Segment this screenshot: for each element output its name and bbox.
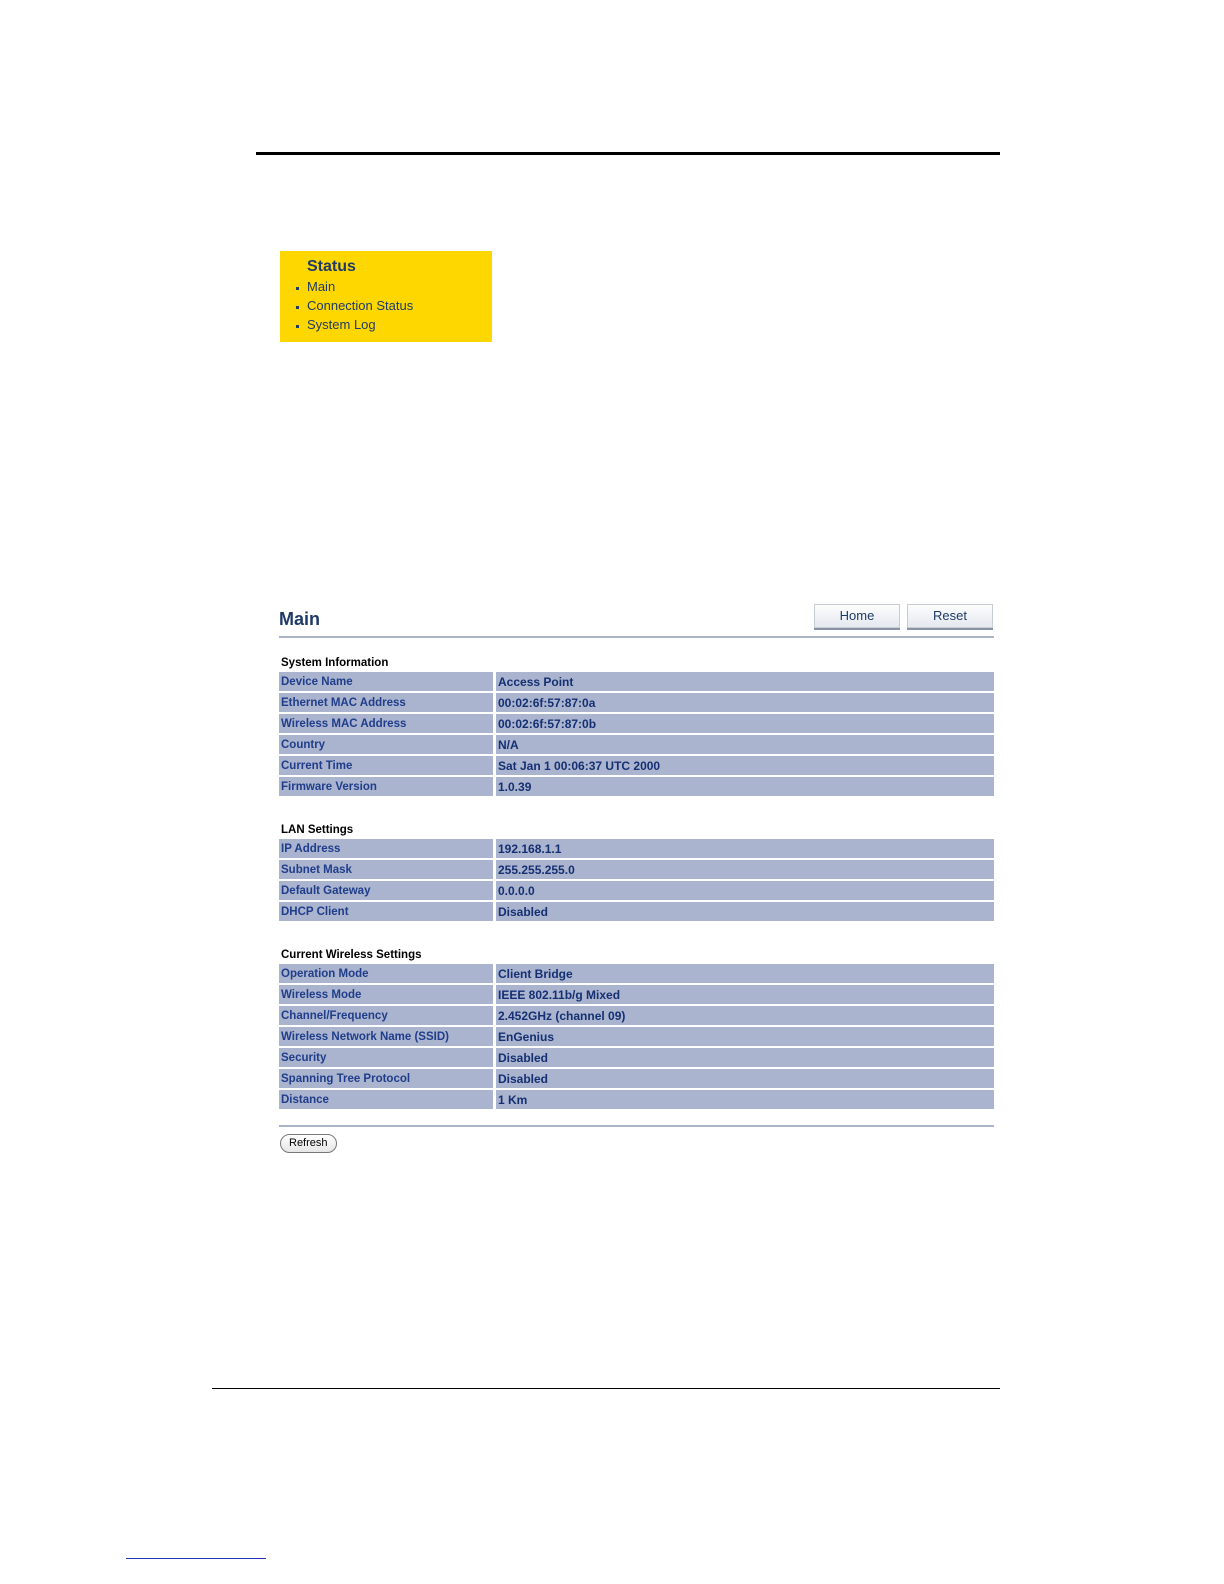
table-row [279, 714, 994, 733]
footnote-rule [126, 1558, 266, 1559]
row-label: Spanning Tree Protocol [279, 1069, 496, 1088]
row-value: Disabled [496, 1069, 994, 1088]
row-value: Access Point [496, 672, 994, 691]
table-row [279, 1048, 994, 1067]
status-menu-item-main[interactable] [296, 277, 492, 296]
row-label: Country [279, 735, 496, 754]
row-value: 192.168.1.1 [496, 839, 994, 858]
table-row [279, 756, 994, 775]
row-value: 00:02:6f:57:87:0a [496, 693, 994, 712]
lan-settings-table [279, 837, 994, 923]
page-header-rule [256, 152, 1000, 155]
row-label: DHCP Client [279, 902, 496, 921]
section-title-current-wireless-settings: Current Wireless Settings [281, 949, 422, 961]
row-label: Security [279, 1048, 496, 1067]
row-label: Ethernet MAC Address [279, 693, 496, 712]
bullet-icon [296, 287, 299, 290]
row-label: Subnet Mask [279, 860, 496, 879]
table-row [279, 964, 994, 983]
row-label: Channel/Frequency [279, 1006, 496, 1025]
row-label: Firmware Version [279, 777, 496, 796]
status-menu-item-connection-status[interactable] [296, 296, 492, 315]
panel-header [279, 600, 994, 638]
row-label: Current Time [279, 756, 496, 775]
main-status-panel [279, 600, 994, 1153]
status-menu-item-system-log[interactable] [296, 315, 492, 334]
row-value: 255.255.255.0 [496, 860, 994, 879]
table-row [279, 985, 994, 1004]
row-value: Sat Jan 1 00:06:37 UTC 2000 [496, 756, 994, 775]
row-label: Default Gateway [279, 881, 496, 900]
status-menu-title: Status [307, 258, 356, 275]
row-value: 1 Km [496, 1090, 994, 1109]
table-row [279, 1090, 994, 1109]
bullet-icon [296, 325, 299, 328]
row-value: Disabled [496, 902, 994, 921]
row-label: Distance [279, 1090, 496, 1109]
page-footer-rule [212, 1388, 1000, 1389]
row-value: 00:02:6f:57:87:0b [496, 714, 994, 733]
reset-button[interactable]: Reset [907, 604, 993, 628]
table-row [279, 693, 994, 712]
row-value: 0.0.0.0 [496, 881, 994, 900]
row-value: 2.452GHz (channel 09) [496, 1006, 994, 1025]
system-information-table [279, 670, 994, 798]
row-value: Client Bridge [496, 964, 994, 983]
refresh-button[interactable]: Refresh [280, 1134, 337, 1153]
status-menu-item-label: Connection Status [307, 298, 414, 313]
row-label: Wireless Mode [279, 985, 496, 1004]
status-menu-item-label: Main [307, 279, 336, 294]
table-row [279, 839, 994, 858]
table-row [279, 735, 994, 754]
table-row [279, 1069, 994, 1088]
row-label: Operation Mode [279, 964, 496, 983]
row-value: Disabled [496, 1048, 994, 1067]
table-row [279, 672, 994, 691]
table-row [279, 881, 994, 900]
section-spacer [279, 923, 994, 944]
status-menu [280, 251, 492, 342]
section-spacer [279, 638, 994, 652]
row-label: IP Address [279, 839, 496, 858]
status-menu-item-label: System Log [307, 317, 376, 332]
section-spacer [279, 798, 994, 819]
row-label: Wireless Network Name (SSID) [279, 1027, 496, 1046]
table-row [279, 1006, 994, 1025]
home-button[interactable]: Home [814, 604, 900, 628]
bullet-icon [296, 306, 299, 309]
wireless-settings-table [279, 962, 994, 1111]
panel-footer [279, 1125, 994, 1153]
row-value: N/A [496, 735, 994, 754]
row-value: EnGenius [496, 1027, 994, 1046]
table-row [279, 777, 994, 796]
section-title-system-information: System Information [281, 657, 389, 669]
row-value: 1.0.39 [496, 777, 994, 796]
row-label: Device Name [279, 672, 496, 691]
row-value: IEEE 802.11b/g Mixed [496, 985, 994, 1004]
row-label: Wireless MAC Address [279, 714, 496, 733]
table-row [279, 1027, 994, 1046]
table-row [279, 860, 994, 879]
page-title: Main [279, 609, 321, 629]
table-row [279, 902, 994, 921]
section-title-lan-settings: LAN Settings [281, 824, 354, 836]
